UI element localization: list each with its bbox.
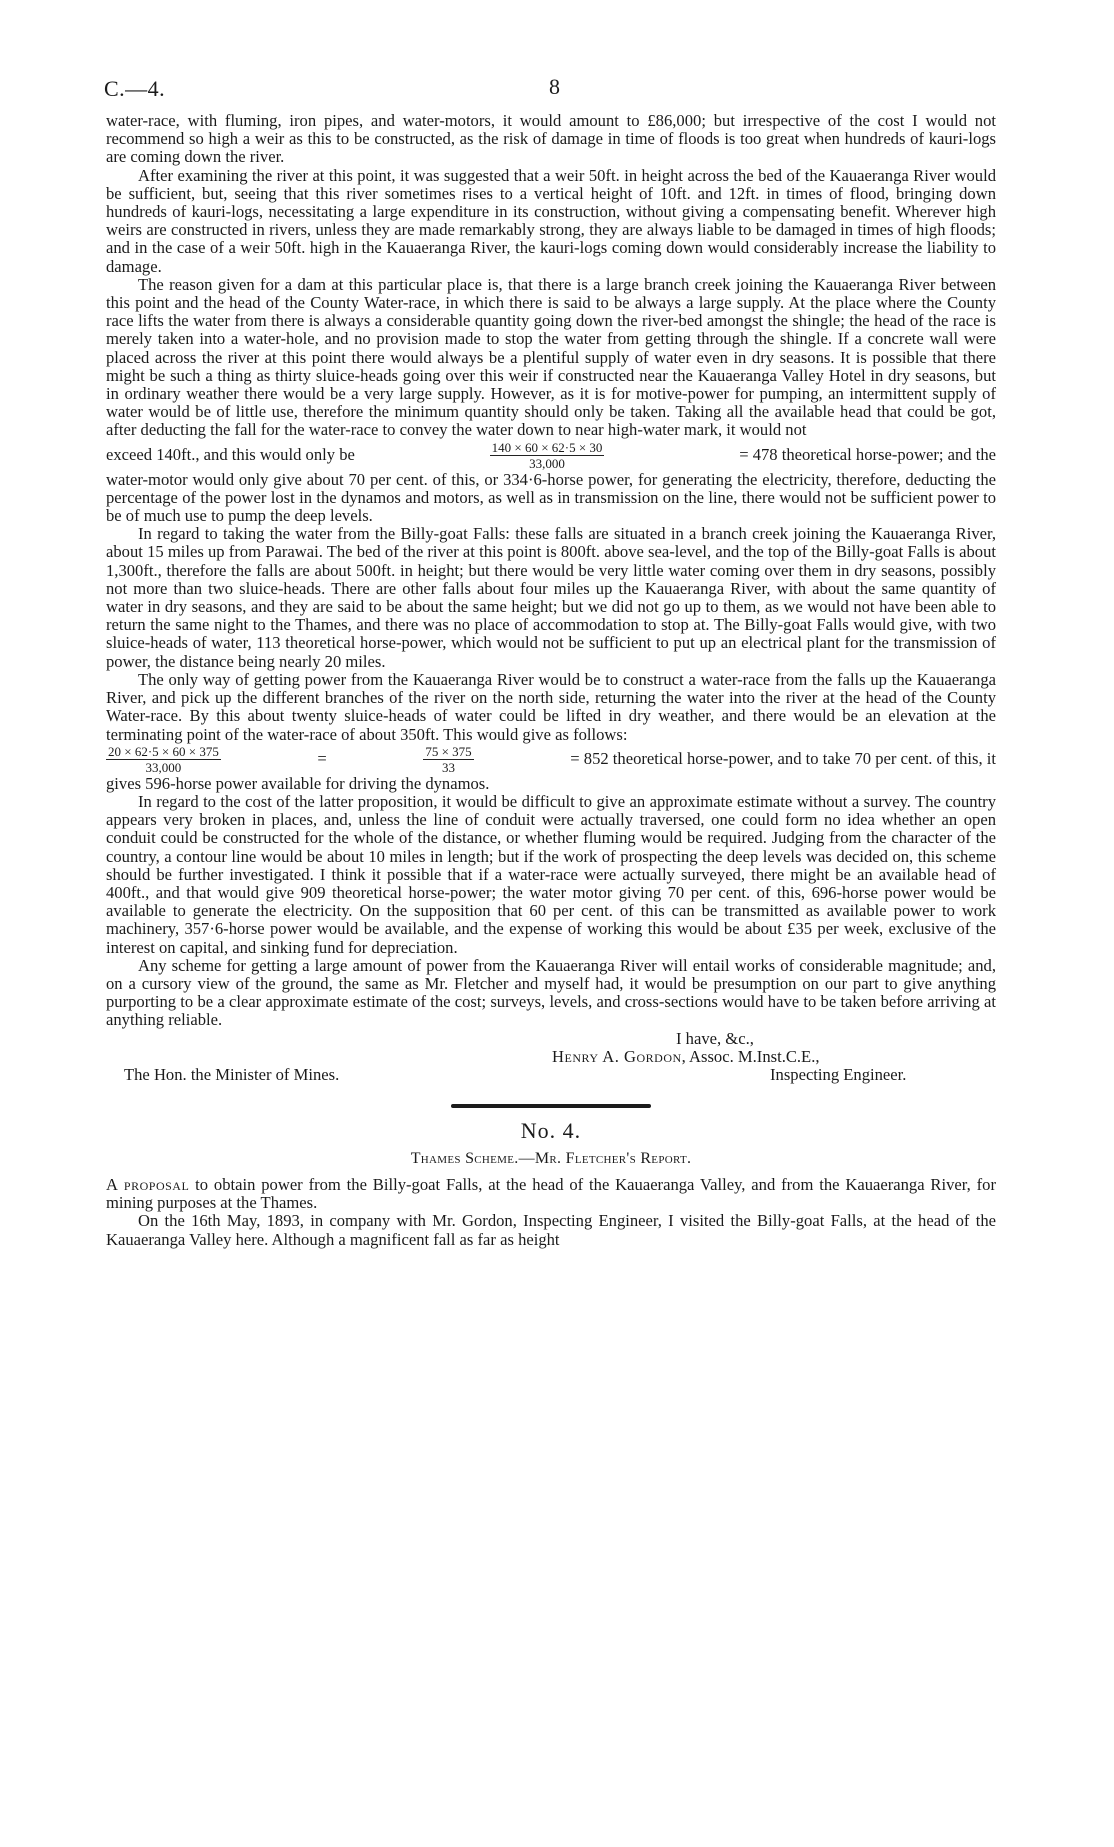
signatory-name: Henry A. Gordon	[552, 1046, 682, 1066]
equation-2-fraction-2	[423, 744, 473, 775]
section-subtitle: Thames Scheme.—Mr. Fletcher's Report.	[410, 1149, 692, 1167]
equation-1-fraction	[490, 440, 605, 471]
signatory-credentials: , Assoc. M.Inst.C.E.,	[681, 1046, 820, 1066]
equation-1-lead: exceed 140ft., and this would only be	[106, 445, 355, 465]
fraction-numerator: 75 × 375	[425, 743, 472, 759]
fraction-denominator: 33	[442, 759, 456, 775]
paragraph-3: The reason given for a dam at this particular place is, that there is a large branch creek joining the Kauaeranga River between this point and the head of the County Water-race, in which there is said to be always a large supply. At the place where the County race lifts the water from there is always a considerable quantity going down the river-bed amongst the shingle; the head of the race is merely taken into a water-hole, and no provision made to stop the water from getting through the shingle. If a concrete wall were placed across the river at this point there would always be a plentiful supply of water even in dry seasons. It is possible that there might be such a thing as thirty sluice-heads going over this weir if constructed near the Kauaeranga Valley Hotel in dry seasons, but in ordinary weather there would be a very large supply. However, as it is for motive-power for pumping, an intermittent supply of water would be of little use, therefore the minimum quantity should only be taken. Taking all the available head that could be got, after deducting the fall for the water-race to convey the water down to near high-water mark, it would not	[106, 274, 996, 440]
report-lead-words: A proposal	[106, 1174, 190, 1194]
section-divider	[451, 1104, 651, 1108]
signatory-title: Inspecting Engineer.	[770, 1064, 907, 1084]
report-paragraph-2: On the 16th May, 1893, in company with Mr. Gordon, Inspecting Engineer, I visited the Billy-goat Falls, at the head of the Kauaeranga Valley here. Although a magnificent fall as far as height	[106, 1211, 996, 1249]
fraction-numerator: 140 × 60 × 62·5 × 30	[491, 439, 603, 455]
paragraph-6: In regard to the cost of the latter proposition, it would be difficult to give an approximate estimate without a survey. The country appears very broken in places, and, unless the line of conduit were actually traversed, one could form no idea whether an open conduit could be constructed for the whole of the distance, or whether fluming would be required. Judging from the character of the country, a contour line would be about 10 miles in length; but if the work of prospecting the deep levels was decided on, this scheme should be further investigated. I think it possible that if a water-race were actually surveyed, there might be an available head of 400ft., and that would give 909 theoretical horse-power; the water motor giving 70 per cent. of this, 696-horse power would be available to generate the electricity. On the supposition that 60 per cent. of this can be transmitted as available power to work machinery, 357·6-horse power would be available, and the expense of working this would be about £35 per week, exclusive of the interest on capital, and sinking fund for depreciation.	[106, 791, 996, 957]
page-header	[106, 68, 996, 112]
equation-line-2	[106, 744, 996, 775]
equation-1-result: = 478 theoretical horse-power; and the	[739, 445, 996, 465]
paragraph-7: Any scheme for getting a large amount of power from the Kauaeranga River will entail works of considerable magnitude; and, on a cursory view of the ground, the same as Mr. Fletcher and myself had, it would be presumption on our part to give anything purporting to be a clear approximate estimate of the cost; surveys, levels, and cross-sections would have to be taken before arriving at anything reliable.	[106, 955, 996, 1030]
paragraph-1: water-race, with fluming, iron pipes, and water-motors, it would amount to £86,000; but irrespective of the cost I would not recommend so high a weir as this to be constructed, as the risk of damage in time of floods is too great when hundreds of kauri-logs are coming down the river.	[106, 111, 996, 167]
equation-2-fraction-1	[106, 744, 221, 775]
document-reference: C.—4.	[104, 76, 166, 101]
equation-line-1	[106, 440, 996, 471]
addressee: The Hon. the Minister of Mines.	[124, 1064, 340, 1084]
closing-line: I have, &c.,	[676, 1028, 754, 1048]
report-paragraph-1-text: to obtain power from the Billy-goat Falls, at the head of the Kauaeranga Valley, and from the Kauaeranga River, for mining purposes at the Thames.	[106, 1174, 996, 1213]
report-paragraph-1	[106, 1176, 996, 1212]
paragraph-3-continued: water-motor would only give about 70 per cent. of this, or 334·6-horse power, for generating the electricity, therefore, deducting the percentage of the power lost in the dynamos and motors, as well as in transmission on the line, there would not be sufficient power to be of much use to pump the deep levels.	[106, 469, 996, 526]
fraction-denominator: 33,000	[145, 759, 182, 775]
paragraph-5-continued: gives 596-horse power available for driving the dynamos.	[106, 773, 490, 793]
paragraph-4: In regard to taking the water from the Billy-goat Falls: these falls are situated in a branch creek joining the Kauaeranga River, about 15 miles up from Parawai. The bed of the river at this point is 800ft. above sea-level, and the top of the Billy-goat Falls is about 1,300ft., therefore the falls are about 500ft. in height; but there would be very little water coming over them in dry seasons, possibly not more than two sluice-heads. There are other falls about four miles up the Kauaeranga River, with about the same quantity of water in dry seasons, and they are said to be about the same height; but we did not go up to them, as we would not have been able to return the same night to the Thames, and there was no place of accommodation to stop at. The Billy-goat Falls would give, with two sluice-heads of water, 113 theoretical horse-power, which would not be sufficient to put up an electrical plant for the transmission of power, the distance being nearly 20 miles.	[106, 524, 996, 671]
signature-block	[106, 1030, 996, 1088]
paragraph-2: After examining the river at this point, it was suggested that a weir 50ft. in height across the bed of the Kauaeranga River would be sufficient, but, seeing that this river sometimes rises to a vertical height of 10ft. and 12ft. in times of flood, bringing down hundreds of kauri-logs, necessitating a large expenditure in its construction, without giving a compensating benefit. Wherever high weirs are constructed in rivers, unless they are made remarkably strong, they are always liable to be damaged in times of high floods; and in the case of a weir 50ft. high in the Kauaeranga River, the kauri-logs coming down would considerably increase the liability to damage.	[106, 165, 996, 276]
paragraph-5: The only way of getting power from the Kauaeranga River would be to construct a water-race from the falls up the Kauaeranga River, and pick up the different branches of the river on the north side, returning the water into the river at the head of the County Water-race. By this about twenty sluice-heads of water could be lifted in dry weather, and there would be an elevation at the terminating point of the water-race of about 350ft. This would give as follows:	[106, 669, 996, 744]
page-number: 8	[549, 74, 560, 99]
equation-2-equals: =	[317, 749, 327, 769]
equation-2-result: = 852 theoretical horse-power, and to take 70 per cent. of this, it	[570, 749, 996, 769]
section-number: No. 4.	[520, 1117, 582, 1143]
signatory	[552, 1048, 820, 1066]
fraction-numerator: 20 × 62·5 × 60 × 375	[108, 743, 219, 759]
fraction-denominator: 33,000	[529, 455, 565, 471]
